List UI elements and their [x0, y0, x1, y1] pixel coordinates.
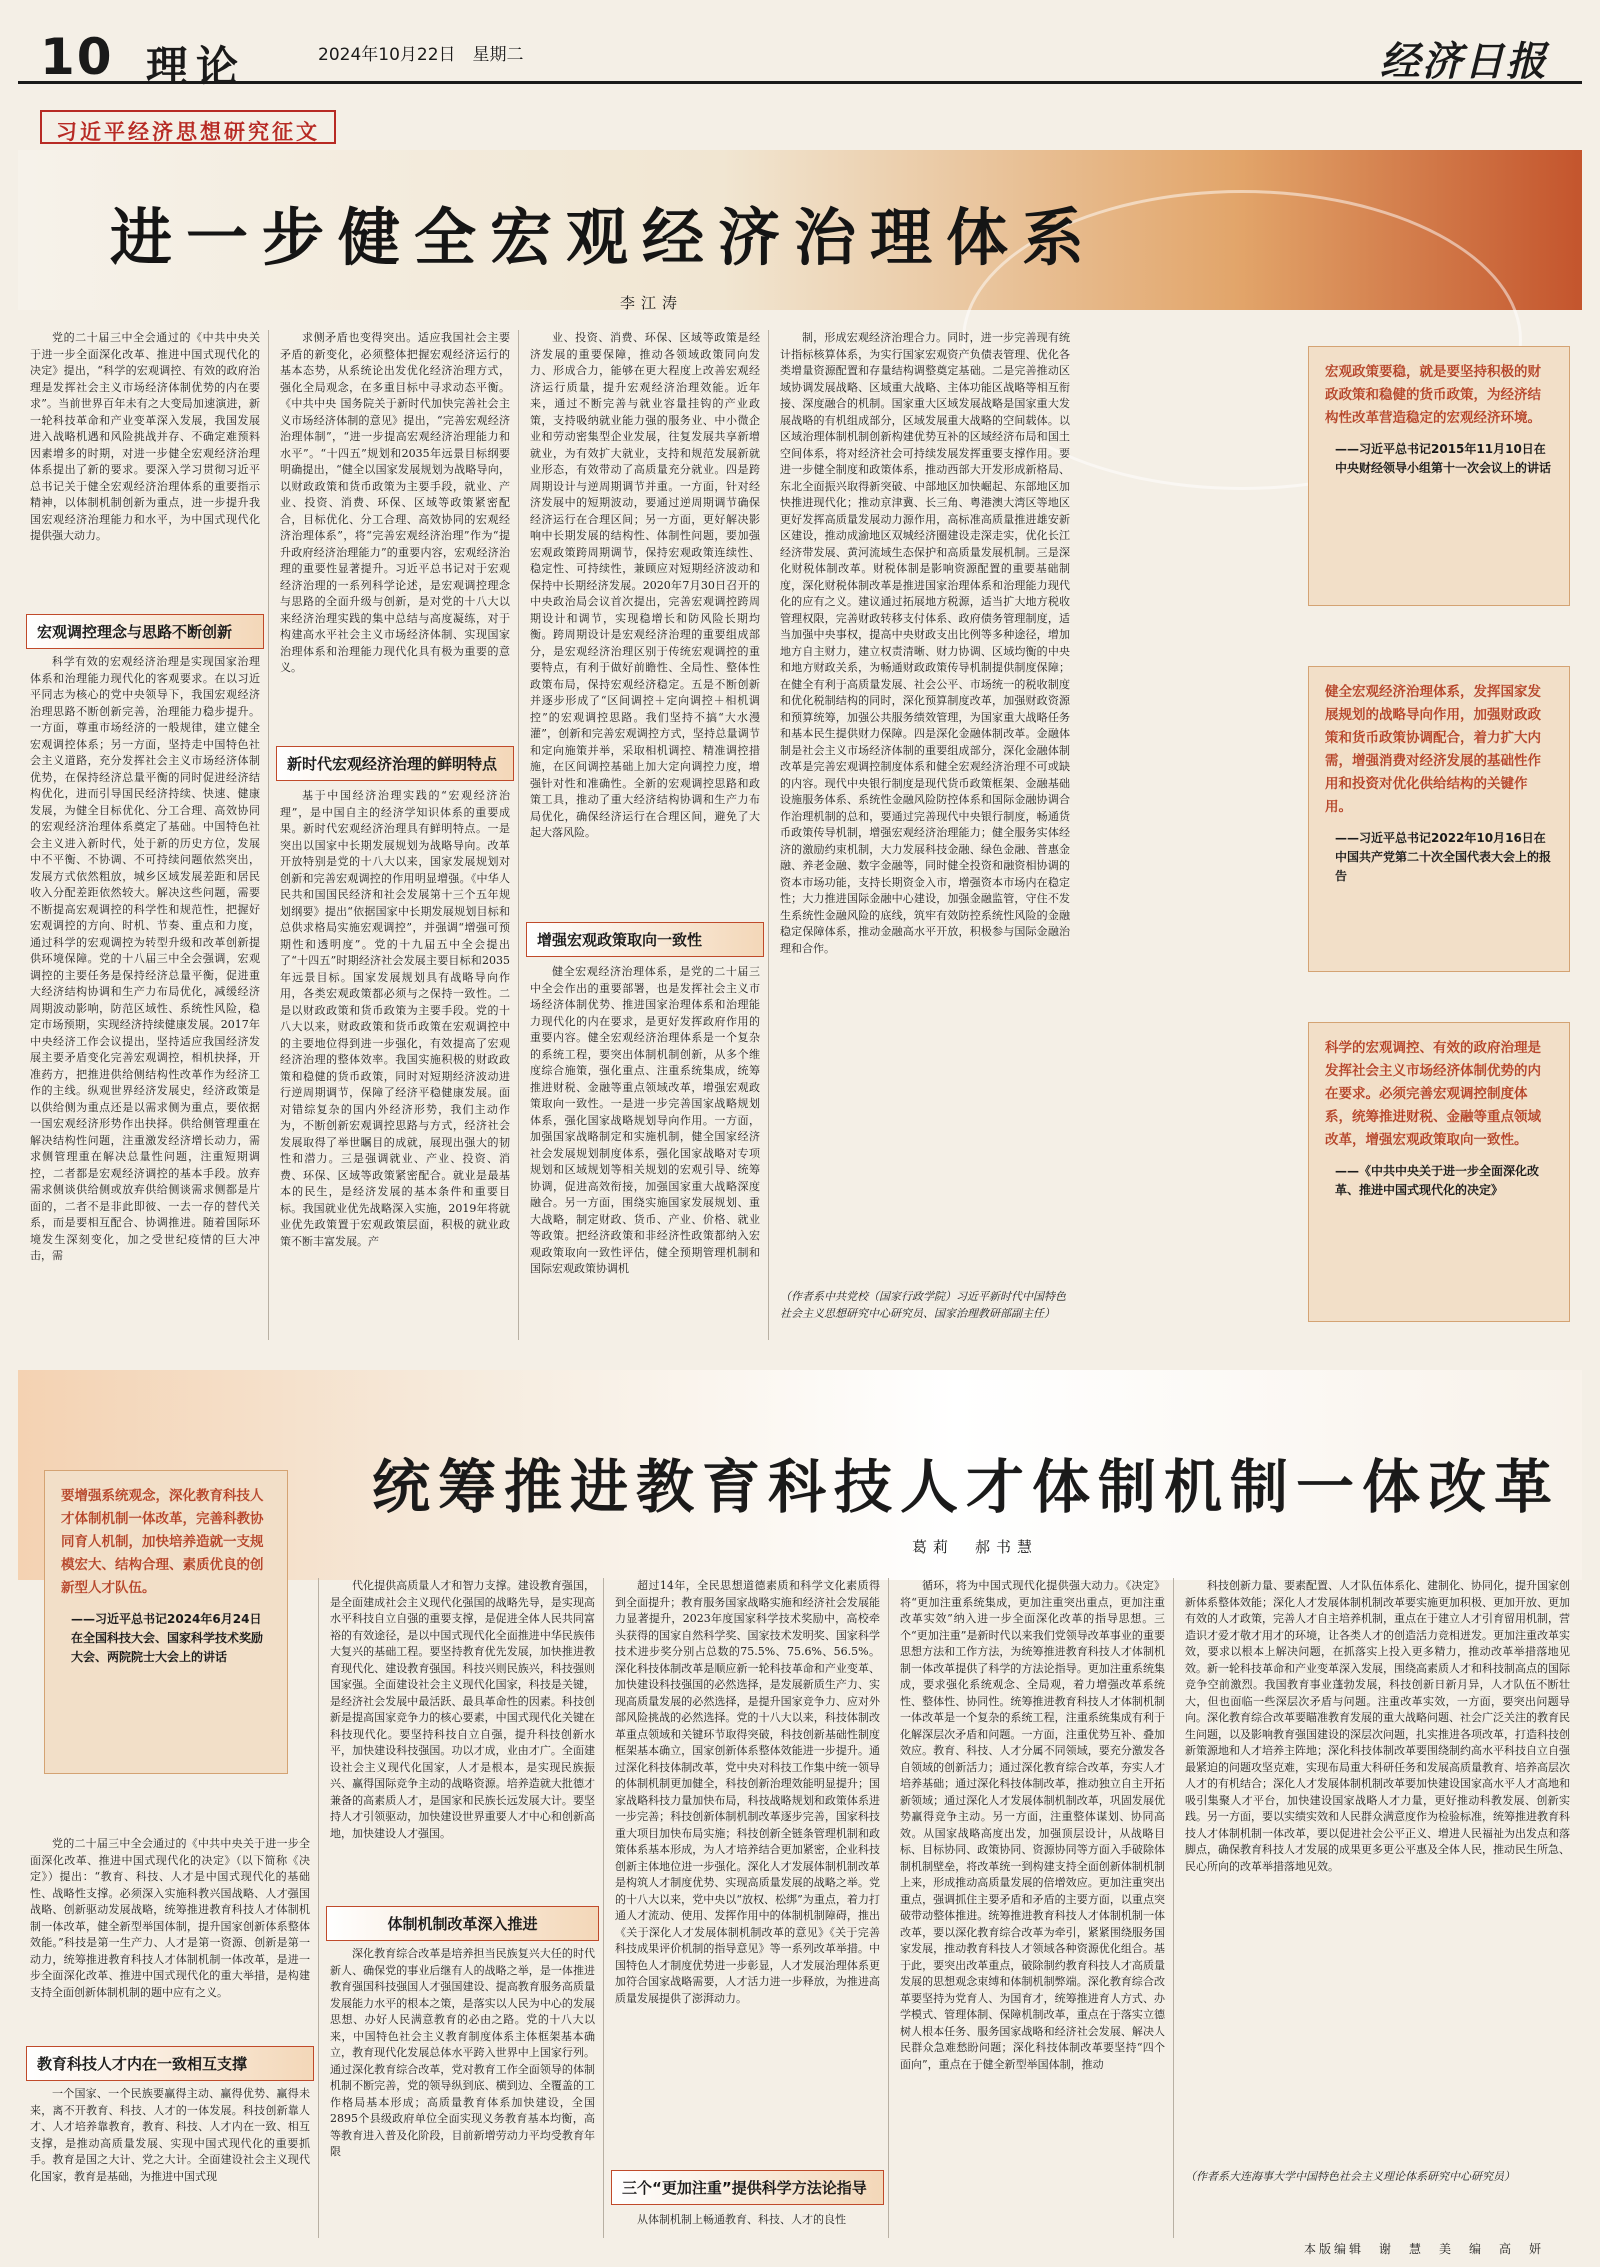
article-2-column-1b: 一个国家、一个民族要赢得主动、赢得优势、赢得未来，离不开教育、科技、人才的一体发展。科技创新靠人才、人才培养靠教育，教育、科技、人才内在一致、相互支撑，是推动高质量发展、实现中国式现代化的重要抓手。教育是国之大计、党之大计。全面建设社会主义现代化国家，教育是基础，为推进中国式现: [30, 2087, 310, 2183]
quote-text: 科学的宏观调控、有效的政府治理是发挥社会主义市场经济体制优势的内在要求。必须完善宏观调控制度体系，统筹推进财税、金融等重点领域改革，增强宏观政策取向一致性。: [1325, 1040, 1541, 1148]
article-2-title: 统筹推进教育科技人才体制机制一体改革: [372, 1453, 1561, 1521]
issue-date: 2024年10月22日 星期二: [318, 45, 524, 65]
article-2-column-2: 代化提供高质量人才和智力支撑。建设教育强国，是全面建成社会主义现代化强国的战略先导，是实现高水平科技自立自强的重要支撑，是促进全体人民共同富裕的有效途径，是以中国式现代化全面推进中华民族伟大复兴的基础工程。要坚持教育优先发展，加快推进教育现代化、建设教育强国。科技兴则民族兴，科技强则国家强。全面建设社会主义现代化国家，科技是关键，是经济社会发展中最活跃、最具革命性的因素。科技创新是提高国家竞争力的核心要素，中国式现代化关键在科技现代化。要坚持科技自立自强，提升科技创新水平，加快建设科技强国。功以才成，业由才广。全面建设社会主义现代化国家，人才是根本，是实现民族振兴、赢得国际竞争主动的战略资源。培养造就大批德才兼备的高素质人才，是国家和民族长远发展大计。要坚持人才引领驱动，加快建设世界重要人才中心和创新高地，加快建设人才强国。: [330, 1579, 595, 1840]
quote-text: 健全宏观经济治理体系，发挥国家发展规划的战略导向作用，加强财政政策和货币政策协调配合，着力扩大内需，增强消费对经济发展的基础性作用和投资对优化供给结构的关键作用。: [1325, 684, 1541, 815]
article-2-column-2b: 深化教育综合改革是培养担当民族复兴大任的时代新人、确保党的事业后继有人的战略之举，是一体推进教育强国科技强国人才强国建设、提高教育服务高质量发展能力水平的根本之策，是落实以人民为中心的发展思想、办好人民满意教育的必由之路。党的十八大以来，中国特色社会主义教育制度体系主体框架基本确立，教育现代化发展总体水平跨入世界中上国家行列。通过深化教育综合改革，党对教育工作全面领导的体制机制不断完善，党的领导纵到底、横到边、全覆盖的工作格局基本形成；高质量教育体系加快建设，全国2895个县级政府单位全面实现义务教育基本均衡，高等教育进入普及化阶段，目前新增劳动力平均受教育年限: [330, 1947, 595, 2158]
article-1-column-3: 业、投资、消费、环保、区域等政策是经济发展的重要保障，推动各领域政策同向发力、形成合力，能够在更大程度上改善宏观经济运行质量，提升宏观经济治理效能。近年来，通过不断完善与就业容量挂钩的产业政策，支持吸纳就业能力强的服务业、中小微企业和劳动密集型企业发展，往复发展共享新增就业，为有效扩大就业，支持和规范发展新就业形态，有效带动了高质量充分就业。四是跨周期设计与逆周期调节并重。一方面，针对经济发展中的短期波动，要通过逆周期调节确保经济运行在合理区间；另一方面，更好解决影响中长期发展的结构性、体制性问题，要加强宏观政策跨周期调节，保持宏观政策连续性、稳定性、可持续性，兼顾应对短期经济波动和保持中长期经济发展。2020年7月30日召开的中央政治局会议首次提出，完善宏观调控跨周期设计和调节，实现稳增长和防风险长期均衡。跨周期设计是宏观经济治理的重要组成部分，是宏观经济治理区别于传统宏观调控的重要特点，有利于做好前瞻性、全局性、整体性政策布局，保持宏观经济稳定。五是不断创新并逐步形成了“区间调控＋定向调控＋相机调控”的宏观调控思路。我们坚持不搞“大水漫灌”，创新和完善宏观调控方式，坚持总量调节和定向施策并举，采取相机调控、精准调控措施，在区间调控基础上加大定向调控力度，增强针对性和准确性。全新的宏观调控思路和政策工具，推动了重大经济结构协调和生产力布局优化，确保经济运行在合理区间，避免了大起大落风险。: [530, 331, 760, 839]
quote-source: ——习近平总书记2024年6月24日在全国科技大会、国家科学技术奖励大会、两院院士大会上的讲话: [71, 1611, 264, 1665]
article-1-column-2b: 基于中国经济治理实践的“宏观经济治理”，是中国自主的经济学知识体系的重要成果。新时代宏观经济治理具有鲜明特点。一是突出以国家中长期发展规划为战略导向。改革开放特别是党的十八大以来，国家发展规划对创新和完善宏观调控的作用明显增强。《中华人民共和国国民经济和社会发展第十三个五年规划纲要》提出“依据国家中长期发展规划目标和总供求格局实施宏观调控”，并强调“增强可预期性和透明度”。党的十九届五中全会提出了“十四五”时期经济社会发展主要目标和2035年远景目标。国家发展规划具有战略导向作用，各类宏观政策都必须与之保持一致性。二是以财政政策和货币政策为主要手段。党的十八大以来，财政政策和货币政策在宏观调控中的主要地位得到进一步强化，有效提高了宏观经济治理的整体效率。我国实施积极的财政政策和稳健的货币政策，同时对短期经济波动进行逆周期调节，保障了经济平稳健康发展。面对错综复杂的国内外经济形势，我们主动作为，不断创新宏观调控思路与方式，经济社会发展取得了举世瞩目的成就，展现出强大的韧性和潜力。三是强调就业、产业、投资、消费、环保、区域等政策紧密配合。就业是最基本的民生，是经济发展的基本条件和重要目标。我国就业优先战略深入实施，2019年将就业优先政策置于宏观政策层面，积极的就业政策不断丰富发展。产: [280, 789, 510, 1248]
article-1-subhead-1: 宏观调控理念与思路不断创新: [26, 614, 264, 649]
column-rule: [768, 330, 769, 1340]
column-rule: [603, 1578, 604, 2238]
column-rule: [268, 330, 269, 1340]
quote-source: ——习近平总书记2022年10月16日在中国共产党第二十次全国代表大会上的报告: [1335, 830, 1552, 883]
article-2-subhead-3: 三个“更加注重”提供科学方法论指导: [611, 2170, 884, 2205]
column-rule: [318, 1578, 319, 2238]
article-1-author: 李江涛: [620, 294, 684, 312]
column-rule: [888, 1578, 889, 2238]
article-2-column-3b: 从体制机制上畅通教育、科技、人才的良性: [637, 2213, 846, 2226]
article-1-column-3b: 健全宏观经济治理体系，是党的二十届三中全会作出的重要部署，也是发挥社会主义市场经济体制优势、推进国家治理体系和治理能力现代化的内在要求，是更好发挥政府作用的重要内容。健全宏观经济治理体系是一个复杂的系统工程，要突出体制机制创新，从多个维度综合施策，强化重点、注重系统集成，统筹推进财税、金融等重点领域改革，增强宏观政策取向一致性。一是进一步完善国家战略规划体系，强化国家战略规划导向作用。一方面，加强国家战略制定和实施机制，健全国家经济社会发展规划制度体系，强化国家战略对专项规划和区域规划等相关规划的宏观引导、统筹协调，促进高效衔接，加强国家重大战略深度融合。另一方面，围绕实施国家发展规划、重大战略，制定财政、货币、产业、价格、就业等政策。把经济政策和非经济性政策都纳入宏观政策取向一致性评估，健全预期管理机制和国际宏观政策协调机: [530, 965, 760, 1275]
quote-source: ——习近平总书记2015年11月10日在中央财经领导小组第十一次会议上的讲话: [1335, 441, 1552, 475]
quote-box-4: [44, 1470, 288, 1774]
page-number: 10: [40, 28, 114, 86]
article-2-column-1: 党的二十届三中全会通过的《中共中央关于进一步全面深化改革、推进中国式现代化的决定》（以下简称《决定》）提出：“教育、科技、人才是中国式现代化的基础性、战略性支撑。必须深入实施科教兴国战略、人才强国战略、创新驱动发展战略，统筹推进教育科技人才体制机制一体改革，健全新型举国体制，提升国家创新体系整体效能。”科技是第一生产力、人才是第一资源、创新是第一动力，统筹推进教育科技人才体制机制一体改革，是进一步全面深化改革、推进中国式现代化的重大举措，是构建支持全面创新体制机制的题中应有之义。: [30, 1837, 310, 1999]
article-1-column-2: 求侧矛盾也变得突出。适应我国社会主要矛盾的新变化，必须整体把握宏观经济运行的基本态势，从系统论出发优化经济治理方式，强化全局观念，在多重目标中寻求动态平衡。《中共中央 国务院关于新时代加快完善社会主义市场经济体制的意见》提出，“完善宏观经济治理体制”，“进一步提高宏观经济治理能力和水平”。“十四五”规划和2035年远景目标纲要明确提出，“健全以国家发展规划为战略导向，以财政政策和货币政策为主要手段，就业、产业、投资、消费、环保、区域等政策紧密配合，目标优化、分工合理、高效协同的宏观经济治理体系”，将“完善宏观经济治理”作为“提升政府经济治理能力”的重要内容，宏观经济治理的重要性显著提升。习近平总书记对于宏观经济治理的一系列科学论述，是宏观调控理念与思路的全面升级与创新，是对党的十八大以来经济治理实践的集中总结与高度凝练，对于构建高水平社会主义市场经济体制、实现国家治理体系和治理能力现代化具有极为重要的意义。: [280, 331, 510, 674]
article-2-subhead-2: 体制机制改革深入推进: [326, 1906, 599, 1941]
article-2-author: 葛莉 郝书慧: [912, 1538, 1039, 1556]
article-1-column-1: 党的二十届三中全会通过的《中共中央关于进一步全面深化改革、推进中国式现代化的决定》提出，“科学的宏观调控、有效的政府治理是发挥社会主义市场经济体制优势的内在要求”。当前世界百年未有之大变局加速演进，新一轮科技革命和产业变革深入发展，我国发展进入战略机遇和风险挑战并存、不确定难预料因素增多的时期，对进一步健全宏观经济治理体系提出了新的要求。要深入学习贯彻习近平总书记关于健全宏观经济治理体系的重要指示精神，以体制机制创新为重点，进一步提升我国宏观经济治理能力和水平，为中国式现代化提供强大动力。: [30, 331, 260, 542]
article-1-column-4: 制，形成宏观经济治理合力。同时，进一步完善现有统计指标核算体系，为实行国家宏观资产负债表管理、优化各类增量资源配置和存量结构调整奠定基础。二是完善推动区域协调发展战略、区域重大战略、主体功能区战略等相互衔接、深度融合的机制。国家重大区域发展战略是国家重大发展战略的有机组成部分，区域发展重大战略的空间载体。以区域治理体制机制创新构建优势互补的区域经济布局和国土空间体系，将对经济社会可持续发展发挥重要支撑作用。要进一步健全制度和政策体系，推动西部大开发形成新格局、东北全面振兴取得新突破、中部地区加快崛起、东部地区加快推进现代化；推动京津冀、长三角、粤港澳大湾区等地区更好发挥高质量发展动力源作用，高标准高质量推进雄安新区建设，推动成渝地区双城经济圈建设走深走实，优化长江经济带发展、黄河流域生态保护和高质量发展机制。三是深化财税体制改革。财税体制是影响资源配置的重要基础制度，深化财税体制改革是推进国家治理体系和治理能力现代化的应有之义。建议通过拓展地方税源，适当扩大地方税收管理权限，完善财政转移支付体系、政府债务管理制度，适当加强中央事权，提高中央财政支出比例等多种途径，增加地方自主财力，建立权责清晰、财力协调、区域均衡的中央和地方财政关系，为畅通财政政策传导机制提供制度保障；在健全有利于高质量发展、社会公平、市场统一的税收制度和优化税制结构的同时，深化预算制度改革，加强财政资源和预算统筹，加强公共服务绩效管理，为国家重大战略任务和基本民生提供财力保障。四是深化金融体制改革。金融体制是社会主义市场经济体制的重要组成部分，深化金融体制改革是完善宏观调控制度体系和健全宏观经济治理不可或缺的内容。现代中央银行制度是现代货币政策框架、金融基础设施服务体系、系统性金融风险防控体系和国际金融协调合作治理机制的总和，要通过完善现代中央银行制度，畅通货币政策传导机制，增强宏观经济治理能力；健全服务实体经济的激励约束机制，大力发展科技金融、绿色金融、普惠金融、养老金融、数字金融等，同时健全投资和融资相协调的资本市场功能，支持长期资金入市，增强资本市场内在稳定性；大力推进国际金融中心建设，加强金融监管，守住不发生系统性金融风险的底线，筑牢有效防控系统性风险的金融稳定保障体系，推动金融高水平开放，积极参与国际金融治理和合作。: [780, 331, 1070, 955]
quote-source: ——《中共中央关于进一步全面深化改革、推进中国式现代化的决定》: [1335, 1163, 1540, 1197]
article-1-title: 进一步健全宏观经济治理体系: [110, 201, 1099, 274]
masthead: [18, 14, 1582, 91]
section-name: 理论: [146, 42, 247, 91]
column-rule: [1173, 1578, 1174, 2238]
newspaper-logo: 经济日报: [1380, 38, 1548, 85]
quote-box-3: [1308, 1022, 1570, 1322]
article-1-column-1b: 科学有效的宏观经济治理是实现国家治理体系和治理能力现代化的客观要求。在以习近平同志为核心的党中央领导下，我国宏观经济治理思路不断创新完善，治理能力稳步提升。一方面，尊重市场经济的一般规律，建立健全宏观调控体系；另一方面，坚持走中国特色社会主义道路，充分发挥社会主义市场经济体制优势，在保持经济总量平衡的同时促进经济结构优化，进而引导国民经济持续、快速、健康发展，为健全目标优化、分工合理、高效协同的宏观经济治理体系奠定了基础。中国特色社会主义进入新时代，处于新的历史方位，发展中不平衡、不协调、不可持续问题依然突出，发展方式依然粗放，城乡区域发展差距和居民收入分配差距依然较大。解决这些问题，需要不断提高宏观调控的科学性和规范性，把握好宏观调控的方向、时机、节奏、重点和力度，通过科学的宏观调控为转型升级和改革创新提供环境保障。党的十八届三中全会强调，宏观调控的主要任务是保持经济总量平衡，促进重大经济结构协调和生产力布局优化，减缓经济周期波动影响，防范区域性、系统性风险，稳定市场预期，实现经济持续健康发展。2017年中央经济工作会议提出，坚持适应我国经济发展主要矛盾变化完善宏观调控，相机抉择，开准药方，把推进供给侧结构性改革作为经济工作的主线。纵观世界经济发展史，经济政策是以供给侧为重点还是以需求侧为重点，要依据一国宏观经济形势作出抉择。供给侧管理重在解决结构性问题，注重激发经济增长动力，需求侧管理重在解决总量性问题，注重短期调控，二者都是宏观经济调控的基本手段。放弃需求侧谈供给侧或放弃供给侧谈需求侧都是片面的，二者不是非此即彼、一去一存的替代关系，而是要相互配合、协调推进。随着国际环境发生深刻变化，加之受世纪疫情的巨大冲击，需: [30, 655, 260, 1262]
article-2-column-5: 科技创新力量、要素配置、人才队伍体系化、建制化、协同化，提升国家创新体系整体效能；深化人才发展体制机制改革要实施更加积极、更加开放、更加有效的人才政策，完善人才自主培养机制，重点在于建立人才引育留用机制，营造识才爱才敬才用才的环境，让各类人才的创造活力竞相迸发。更加注重改革实效，要求以根本上解决问题，在抓落实上投入更多精力，推动改革举措落地见效。新一轮科技革命和产业变革深入发展，围绕高素质人才和科技制高点的国际竞争空前激烈。我国教育事业蓬勃发展，科技创新日新月异，人才队伍不断壮大，但也面临一些深层次矛盾与问题。注重改革实效，一方面，要突出问题导向。深化教育综合改革要瞄准教育发展的重大战略问题、社会广泛关注的教育民生问题，以及影响教育强国建设的深层次问题，扎实推进各项改革，打造科技创新策源地和人才培养主阵地；深化科技体制改革要围绕制约高水平科技自立自强最紧迫的问题攻坚克难，实现布局重大科研任务和发展高质量教育、培养高层次人才的有机结合；深化人才发展体制机制改革要加快建设国家高水平人才高地和吸引集聚人才平台，加快建设国家战略人才力量，更好推动科教发展、创新实践。另一方面，要以实绩实效和人民群众满意度作为检验标准，统筹推进教育科技人才体制机制一体改革，要以促进社会公平正义、增进人民福祉为出发点和落脚点，确保教育科技人才发展的成果更多更公平惠及全体人民，推动民生所急、民心所向的改革举措落地见效。: [1185, 1579, 1570, 1873]
article-2-author-note: （作者系大连海事大学中国特色社会主义理论体系研究中心研究员）: [1185, 2170, 1515, 2183]
column-tag: 习近平经济思想研究征文: [40, 110, 336, 144]
quote-box-2: [1308, 666, 1570, 972]
article-1-author-note: （作者系中共党校（国家行政学院）习近平新时代中国特色社会主义思想研究中心研究员、国家治理教研部副主任）: [780, 1290, 1066, 1321]
article-1-subhead-3: 增强宏观政策取向一致性: [526, 922, 764, 957]
quote-box-1: [1308, 346, 1570, 606]
article-2-column-3: 超过14年，全民思想道德素质和科学文化素质得到全面提升；教育服务国家战略实施和经济社会发展能力显著提升，2023年度国家科学技术奖励中，高校牵头获得的国家自然科学奖、国家技术发明奖、国家科学技术进步奖分别占总数的75.5%、75.6%、56.5%。深化科技体制改革是顺应新一轮科技革命和产业变革、加快建设科技强国的必然选择，是发展新质生产力、实现高质量发展的必然选择，是提升国家竞争力、应对外部风险挑战的必然选择。党的十八大以来，科技体制改革重点领域和关键环节取得突破，科技创新基础性制度框架基本确立，国家创新体系整体效能进一步提升。通过深化科技体制改革，党中央对科技工作集中统一领导的体制机制更加健全，科技创新治理效能明显提升；国家战略科技力量加快布局，科技战略规划和政策体系进一步完善；科技创新体制机制改革逐步完善，国家科技重大项目加快布局实施；科技创新全链条管理机制和政策体系基本形成，为人才培养结合更加紧密，企业科技创新主体地位进一步强化。深化人才发展体制机制改革是构筑人才制度优势、实现高质量发展的战略之举。党的十八大以来，党中央以“放权、松绑”为重点，着力打通人才流动、使用、发挥作用中的体制机制障碍，推出《关于深化人才发展体制机制改革的意见》《关于完善科技成果评价机制的指导意见》等一系列改革举措。中国特色人才制度优势进一步彰显，人才发展治理体系更加符合国家战略需要，人才活力进一步释放，为推进高质量发展提供了澎湃动力。: [615, 1579, 880, 2005]
column-rule: [518, 330, 519, 1340]
article-1-subhead-2: 新时代宏观经济治理的鲜明特点: [276, 746, 514, 781]
editor-credits: 本版编辑 谢 慧 美 编 高 妍: [1304, 2242, 1545, 2256]
article-2-subhead-1: 教育科技人才内在一致相互支撑: [26, 2046, 314, 2081]
quote-text: 要增强系统观念，深化教育科技人才体制机制一体改革，完善科教协同育人机制，加快培养造就一支规模宏大、结构合理、素质优良的创新型人才队伍。: [61, 1488, 264, 1596]
quote-text: 宏观政策要稳，就是要坚持积极的财政政策和稳健的货币政策，为经济结构性改革营造稳定的宏观经济环境。: [1325, 364, 1541, 426]
article-2-column-4: 循环，将为中国式现代化提供强大动力。《决定》将“更加注重系统集成，更加注重突出重点，更加注重改革实效”纳入进一步全面深化改革的指导思想。三个“更加注重”是新时代以来我们党领导改革事业的重要思想方法和工作方法，为统筹推进教育科技人才体制机制一体改革提供了科学的方法论指导。更加注重系统集成，要求强化系统观念、全局观，着力增强改革系统性、整体性、协同性。统筹推进教育科技人才体制机制一体改革是一个复杂的系统工程，注重系统集成有利于化解深层次矛盾和问题。一方面，注重优势互补、叠加效应。教育、科技、人才分属不同领域，要充分激发各自领域的创新活力；通过深化教育综合改革，夯实人才培养基础；通过深化科技体制改革，推动独立自主开拓新领域；通过深化人才发展体制机制改革，巩固发展优势赢得竞争主动。另一方面，注重整体谋划、协同高效。从国家战略高度出发，加强顶层设计，从战略目标、目标协同、政策协同、资源协同等方面入手破除体制机制壁垒，将改革统一到构建支持全面创新体制机制上来，形成推动高质量发展的倍增效应。更加注重突出重点，强调抓住主要矛盾和矛盾的主要方面，以重点突破带动整体推进。统筹推进教育科技人才体制机制一体改革，要以深化教育综合改革为牵引，紧紧围绕服务国家发展，推动教育科技人才领域各种资源优化组合。基于此，要突出改革重点，破除制约教育科技人才高质量发展的思想观念束缚和体制机制弊端。深化教育综合改革要坚持为党育人、为国育才，统筹推进育人方式、办学模式、管理体制、保障机制改革，重点在于落实立德树人根本任务、服务国家战略和经济社会发展、解决人民群众急难愁盼问题；深化科技体制改革要坚持“四个面向”，重点在于健全新型举国体制，推动: [900, 1579, 1165, 2071]
